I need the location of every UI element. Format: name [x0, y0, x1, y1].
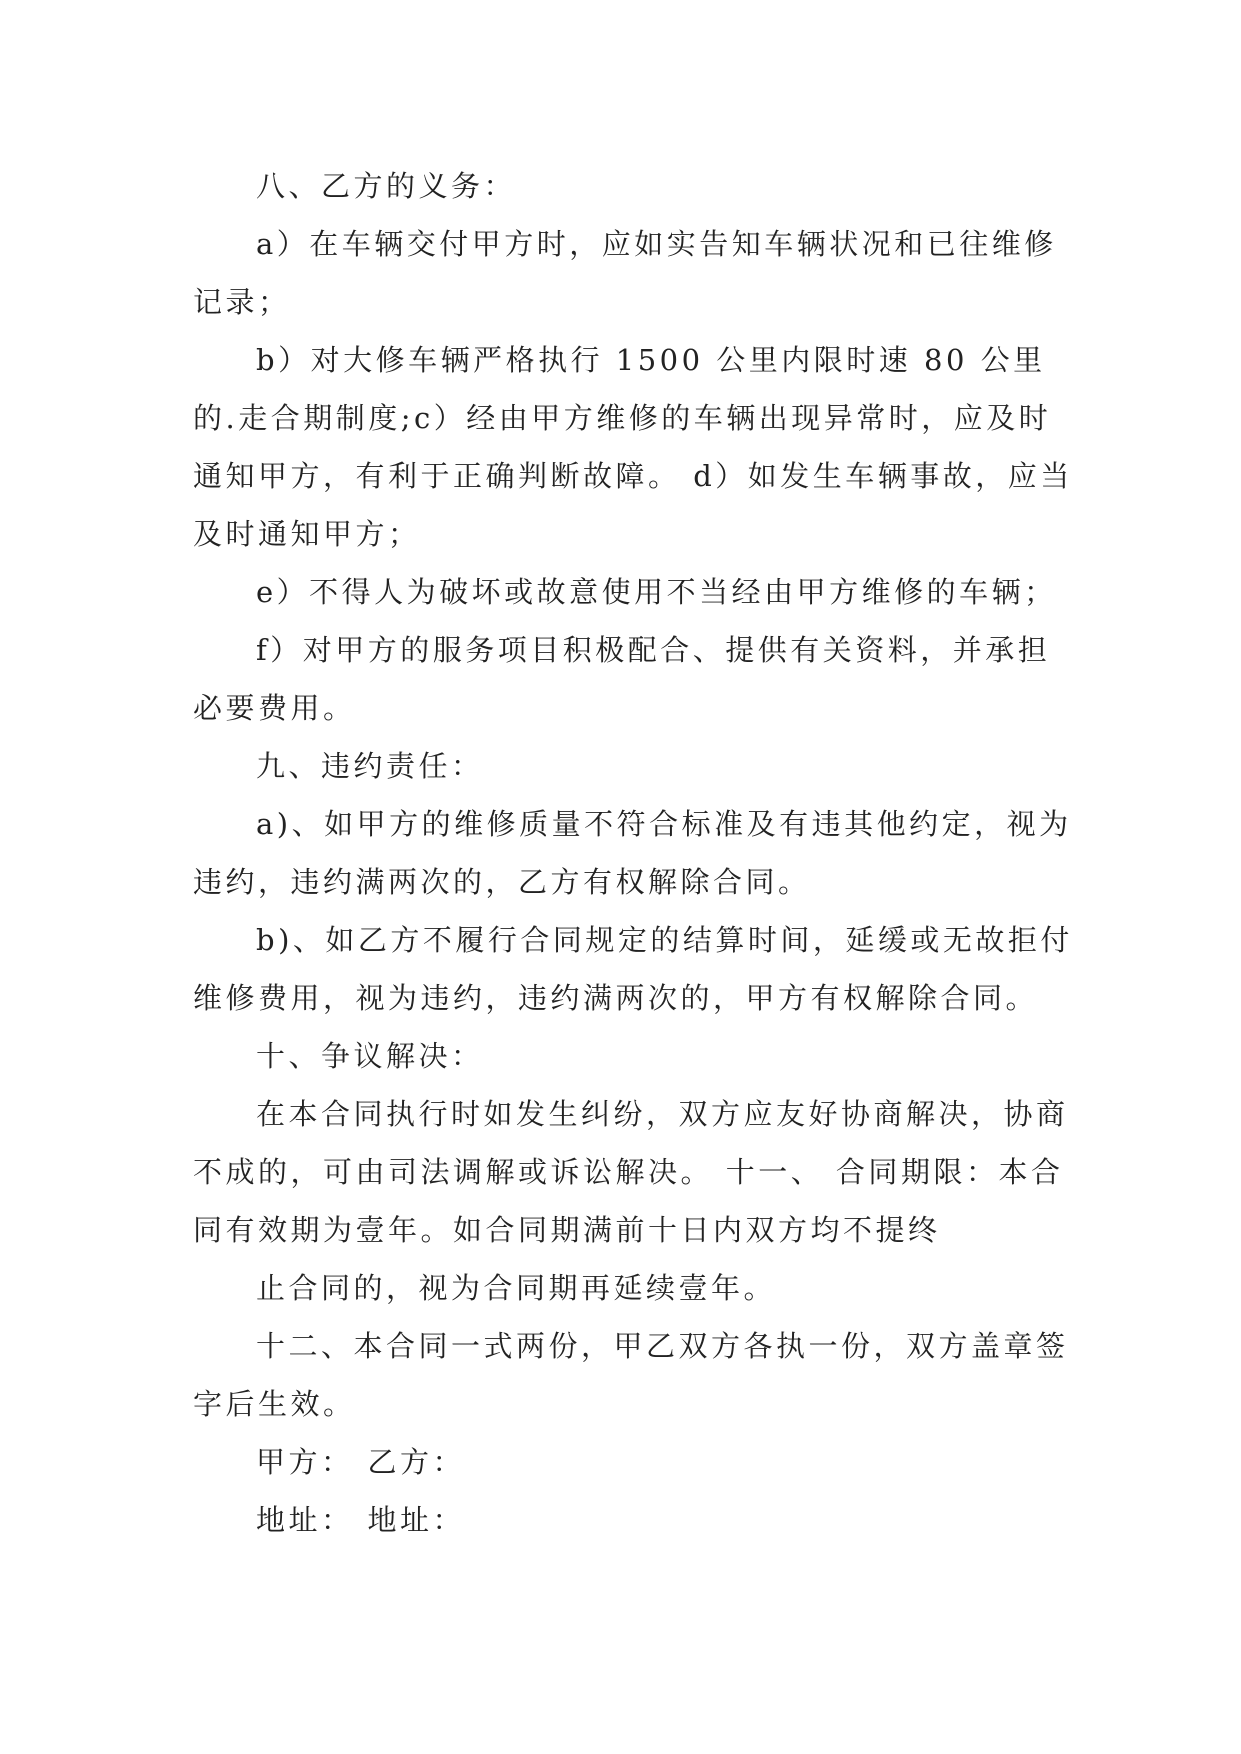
- party-a-label: 甲方：: [256, 1445, 354, 1479]
- address-b-label: 地址：: [367, 1503, 466, 1537]
- clause-term-renewal: 止合同的，视为合同期再延续壹年。: [256, 1271, 777, 1305]
- section-heading-dispute: 十、争议解决：: [256, 1039, 484, 1073]
- clause-b-breach-party-b: b)、如乙方不履行合同规定的结算时间，延缓或无故拒付维修费用，视为违约，违约满两次的，甲方有权解除合同。: [193, 923, 1073, 1015]
- section-heading-breach: 九、违约责任：: [256, 749, 484, 783]
- signature-party-row: [193, 1433, 1073, 1491]
- section-heading-obligations: 八、乙方的义务：: [256, 169, 517, 203]
- party-b-label: 乙方：: [367, 1445, 466, 1479]
- clause-e-no-damage: e）不得人为破坏或故意使用不当经由甲方维修的车辆；: [256, 575, 1057, 609]
- clause-a-vehicle-disclosure: a）在车辆交付甲方时，应如实告知车辆状况和已往维修记录；: [193, 227, 1057, 319]
- clause-copies-effective: 十二、本合同一式两份，甲乙双方各执一份，双方盖章签字后生效。: [193, 1329, 1069, 1421]
- contract-body: [193, 157, 1073, 1549]
- address-a-label: 地址：: [256, 1503, 354, 1537]
- clause-f-cooperation: f）对甲方的服务项目积极配合、提供有关资料，并承担必要费用。: [193, 633, 1051, 725]
- clause-a-breach-party-a: a)、如甲方的维修质量不符合标准及有违其他约定，视为违约，违约满两次的，乙方有权解除合同。: [193, 807, 1072, 899]
- clause-b-running-in: b）对大修车辆严格执行 1500 公里内限时速 80 公里的.走合期制度;c）经由甲方维修的车辆出现异常时，应及时通知甲方，有利于正确判断故障。 d）如发生车辆事故，应当及时通知甲方；: [193, 343, 1073, 551]
- clause-dispute-and-term: 在本合同执行时如发生纠纷，双方应友好协商解决，协商不成的，可由司法调解或诉讼解决。 十一、 合同期限：本合同有效期为壹年。如合同期满前十日内双方均不提终: [193, 1097, 1069, 1247]
- signature-address-row: [193, 1491, 1073, 1549]
